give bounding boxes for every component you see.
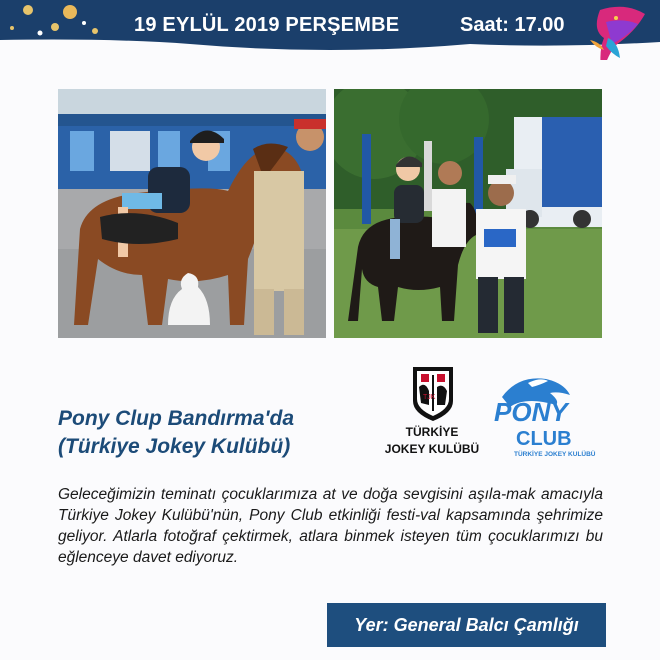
tjk-line1: TÜRKİYE bbox=[405, 425, 459, 439]
right-photo bbox=[334, 89, 602, 338]
left-photo bbox=[58, 89, 326, 338]
tjk-wordmark bbox=[372, 424, 492, 458]
child-on-pony-with-club-staff-photo bbox=[334, 89, 602, 338]
tjk-line2: JOKEY KULÜBÜ bbox=[384, 442, 480, 456]
event-title-line1: Pony Clup Bandırma'da bbox=[58, 407, 295, 430]
event-title-line2: (Türkiye Jokey Kulübü) bbox=[58, 435, 291, 458]
event-date: 19 EYLÜL 2019 PERŞEMBE bbox=[134, 14, 400, 36]
pony-club-emblem bbox=[488, 371, 598, 461]
pony-word: PONY bbox=[494, 397, 568, 427]
header-banner bbox=[0, 0, 660, 54]
location-badge: Yer: General Balcı Çamlığı bbox=[327, 603, 606, 647]
pony-club-logo bbox=[488, 371, 598, 461]
pony-sub: TÜRKİYE JOKEY KULÜBÜ bbox=[514, 451, 596, 458]
event-time: Saat: 17.00 bbox=[460, 14, 565, 36]
tjk-emblem-icon bbox=[383, 365, 483, 425]
club-word: CLUB bbox=[516, 428, 572, 450]
event-title bbox=[58, 405, 294, 461]
child-on-pony-photo bbox=[58, 89, 326, 338]
tjk-emblem-text: TJK bbox=[423, 394, 436, 401]
event-description: Geleceğimizin teminatı çocuklarımıza at ve doğa sevgisini aşıla-mak amacıyla Türkiye Jokey Kulübü'nün, Pony Club etkinliği festi-val kapsamında şehrimize geliyor. Atlarla fotoğraf çektirmek, atlara binmek isteyen tüm çocuklarımızı bu eğlenceye davet ediyoruz. bbox=[58, 486, 603, 566]
